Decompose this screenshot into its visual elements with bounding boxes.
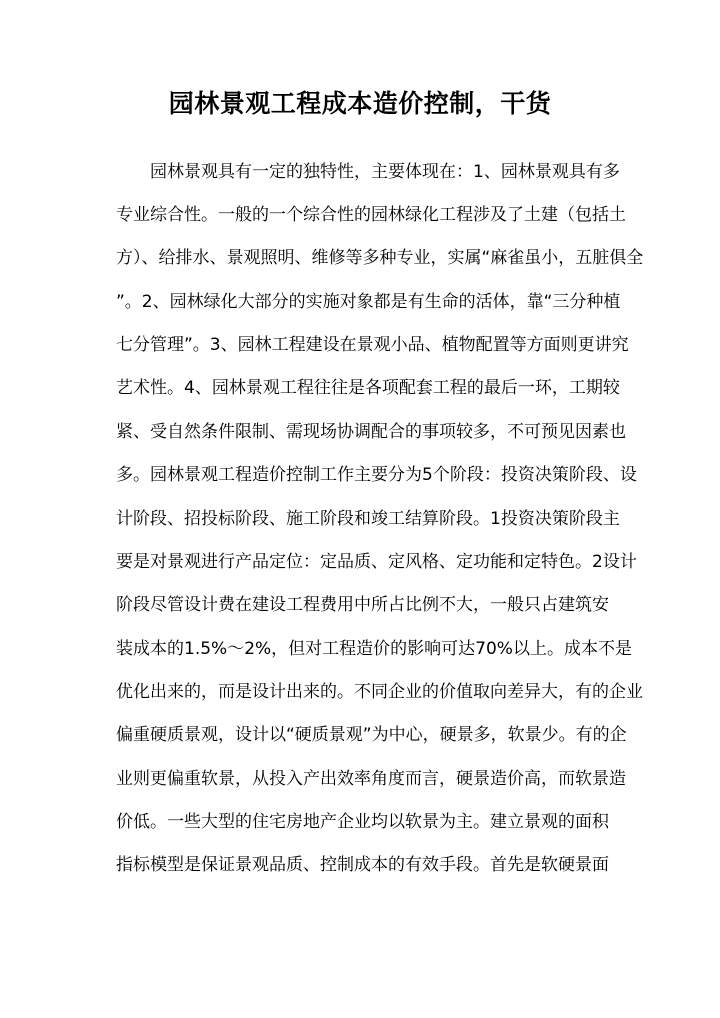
body-line: 指标模型是保证景观品质、控制成本的有效手段。首先是软硬景面 [116, 855, 609, 875]
body-line: 多。园林景观工程造价控制工作主要分为5个阶段：投资决策阶段、设 [116, 465, 637, 485]
body-line: 园林景观具有一定的独特性，主要体现在：1、园林景观具有多 [150, 162, 620, 182]
body-line: 七分管理”。3、园林工程建设在景观小品、植物配置等方面则更讲究 [116, 335, 629, 355]
body-line: 艺术性。4、园林景观工程往往是各项配套工程的最后一环，工期较 [116, 378, 620, 398]
body-line: 优化出来的，而是设计出来的。不同企业的价值取向差异大，有的企业 [116, 682, 643, 702]
body-line: 价低。一些大型的住宅房地产企业均以软景为主。建立景观的面积 [116, 812, 609, 832]
body-line: 要是对景观进行产品定位：定品质、定风格、定功能和定特色。2设计 [116, 552, 637, 572]
body-line: 专业综合性。一般的一个综合性的园林绿化工程涉及了土建（包括土 [116, 205, 626, 225]
body-line: 方）、给排水、景观照明、维修等多种专业，实属“麻雀虽小，五脏俱全 [116, 248, 644, 268]
body-line: 计阶段、招投标阶段、施工阶段和竣工结算阶段。1投资决策阶段主 [116, 509, 620, 529]
body-line: 紧、受自然条件限制、需现场协调配合的事项较多，不可预见因素也 [116, 422, 626, 442]
body-line: 阶段尽管设计费在建设工程费用中所占比例不大，一般只占建筑安 [116, 595, 609, 615]
body-line: 偏重硬质景观，设计以“硬质景观”为中心，硬景多，软景少。有的企 [116, 725, 627, 745]
document-title: 园林景观工程成本造价控制，干货 [168, 89, 552, 118]
body-line: ”。2、园林绿化大部分的实施对象都是有生命的活体，靠“三分种植 [116, 292, 621, 312]
body-line: 装成本的1.5%～2%，但对工程造价的影响可达70%以上。成本不是 [116, 639, 632, 659]
body-line: 业则更偏重软景，从投入产出效率角度而言，硬景造价高，而软景造 [116, 769, 626, 789]
